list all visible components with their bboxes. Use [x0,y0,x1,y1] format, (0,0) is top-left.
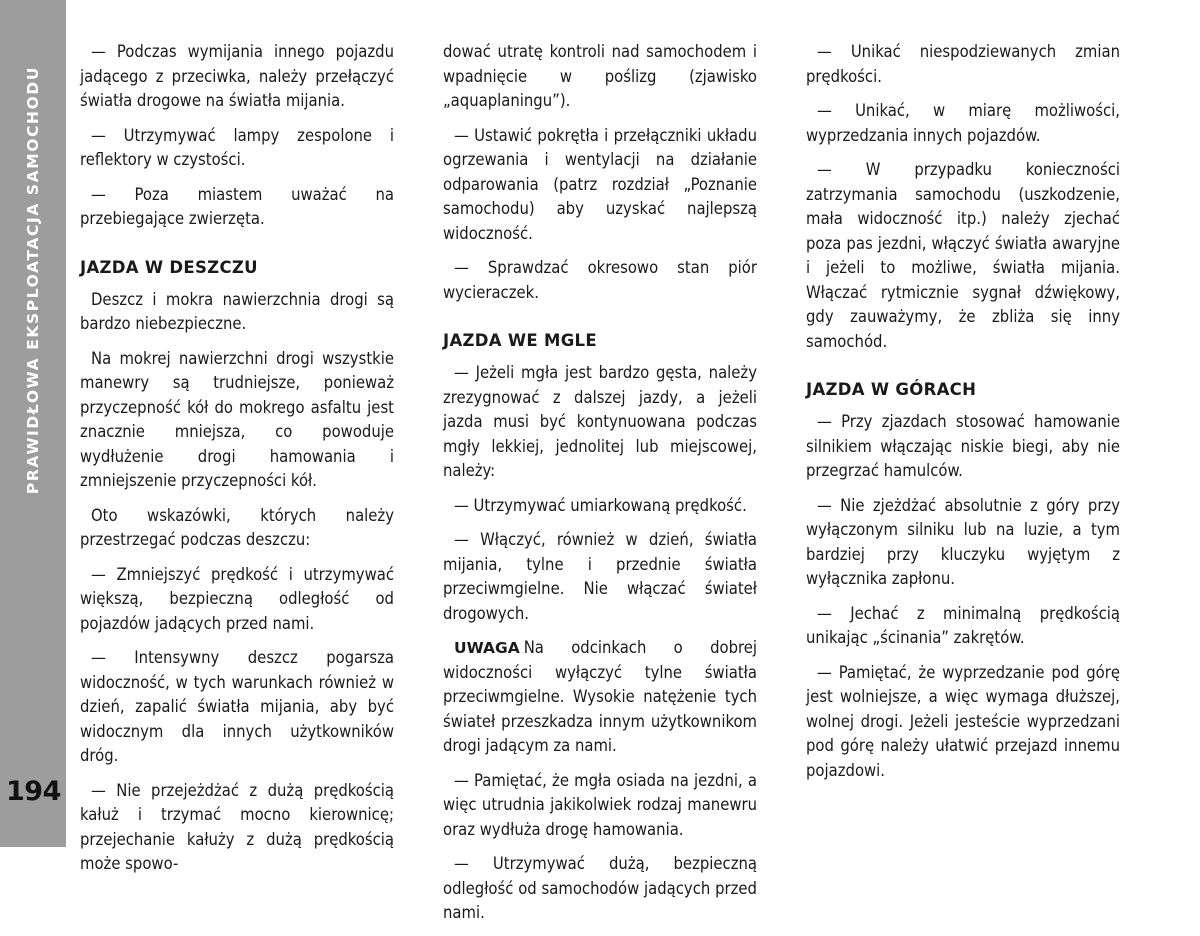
paragraph: — Unikać niespodziewanych zmian prędkości. [806,42,1120,86]
paragraph: — Nie przejeżdżać z dużą prędkością kałuż i trzymać mocno kierownicę; przejechanie kałuży z dużą prędkością może spowo- [80,780,394,873]
page-number: 194 [6,776,61,807]
paragraph: — Zmniejszyć prędkość i utrzymywać większą, bezpieczną odległość od pojazdów jadących przed nami. [80,564,394,633]
paragraph: — Utrzymywać lampy zespolone i reflektory w czystości. [80,125,394,169]
warning-text: Na odcinkach o dobrej widoczności wyłączyć tylne światła przeciwmgielne. Wysokie natężenie tych świateł przeszkadza innym użytkownikom drogi jadącym za nami. [443,638,757,755]
paragraph: — Ustawić pokrętła i przełączniki układu ogrzewania i wentylacji na działanie odparowania (patrz rozdział „Poznanie samochodu) aby uzyskać najlepszą widoczność. [443,125,757,243]
section-heading-rain: JAZDA W DESZCZU [80,257,258,277]
sidebar-band [0,0,66,847]
paragraph: Deszcz i mokra nawierzchnia drogi są bardzo niebezpieczne. [80,289,394,333]
paragraph: — Intensywny deszcz pogarsza widoczność, w tych warunkach również w dzień, zapalić światła mijania, aby być widocznym dla innych użytkowników dróg. [80,648,394,765]
paragraph: dować utratę kontroli nad samochodem i wpadnięcie w poślizg (zjawisko „aquaplaningu”). [443,42,757,110]
paragraph: — Przy zjazdach stosować hamowanie silnikiem włączając niskie biegi, aby nie przegrzać hamulców. [806,412,1120,480]
text-column-2 [443,40,757,936]
paragraph: — Nie zjeżdżać absolutnie z góry przy wyłączonym silniku lub na luzie, a tym bardziej przy kluczyku wyjętym z wyłącznika zapłonu. [806,495,1120,588]
paragraph: — Sprawdzać okresowo stan piór wycieraczek. [443,258,757,302]
paragraph: — Włączyć, również w dzień, światła mijania, tylne i przednie światła przeciwmgielne. Nie włączać świateł drogowych. [443,530,757,623]
section-heading-fog: JAZDA WE MGLE [443,331,597,350]
paragraph: Oto wskazówki, których należy przestrzegać podczas deszczu: [80,505,394,549]
section-title-vertical: PRAWIDŁOWA EKSPLOATACJA SAMOCHODU [24,65,42,495]
paragraph: — Utrzymywać umiarkowaną prędkość. [454,495,747,515]
paragraph: — Pamiętać, że wyprzedzanie pod górę jest wolniejsze, a więc wymaga dłuższej, wolnej drogi. Jeżeli jesteście wyprzedzani pod górę należy ułatwić przejazd innemu pojazdowi. [806,662,1120,780]
section-heading-mountains: JAZDA W GÓRACH [806,380,977,399]
text-column-1 [80,40,394,887]
paragraph: — Jechać z minimalną prędkością unikając „ścinania” zakrętów. [806,603,1120,647]
paragraph: — Pamiętać, że mgła osiada na jezdni, a więc utrudnia jakikolwiek rodzaj manewru oraz wydłuża drogę hamowania. [443,770,757,839]
paragraph: — Poza miastem uważać na przebiegające zwierzęta. [80,184,394,228]
paragraph: — W przypadku konieczności zatrzymania samochodu (uszkodzenie, mała widoczność itp.) należy zjechać poza pas jezdni, włączyć światła awaryjne i jeżeli to możliwe, światła mijania. Włączać rytmicznie sygnał dźwiękowy, gdy zauważymy, że zbliża się inny samochód. [806,160,1120,351]
paragraph: Na mokrej nawierzchni drogi wszystkie manewry są trudniejsze, ponieważ przyczepność kół do mokrego asfaltu jest znacznie mniejsza, co powoduje wydłużenie drogi hamowania i zmniejszenie przyczepności kół. [80,348,394,490]
paragraph: — Unikać, w miarę możliwości, wyprzedzania innych pojazdów. [806,101,1120,145]
paragraph: — Utrzymywać dużą, bezpieczną odległość od samochodów jadących przed nami. [443,854,757,922]
paragraph: — Podczas wymijania innego pojazdu jadącego z przeciwka, należy przełączyć światła drogowe na światła mijania. [80,42,394,110]
text-column-3 [806,40,1120,793]
warning-note [443,636,757,759]
warning-label: UWAGA [454,639,520,657]
paragraph: — Jeżeli mgła jest bardzo gęsta, należy zrezygnować z dalszej jazdy, a jeżeli jazda musi być kontynuowana podczas mgły lekkiej, jednolitej lub miejscowej, należy: [443,363,757,480]
